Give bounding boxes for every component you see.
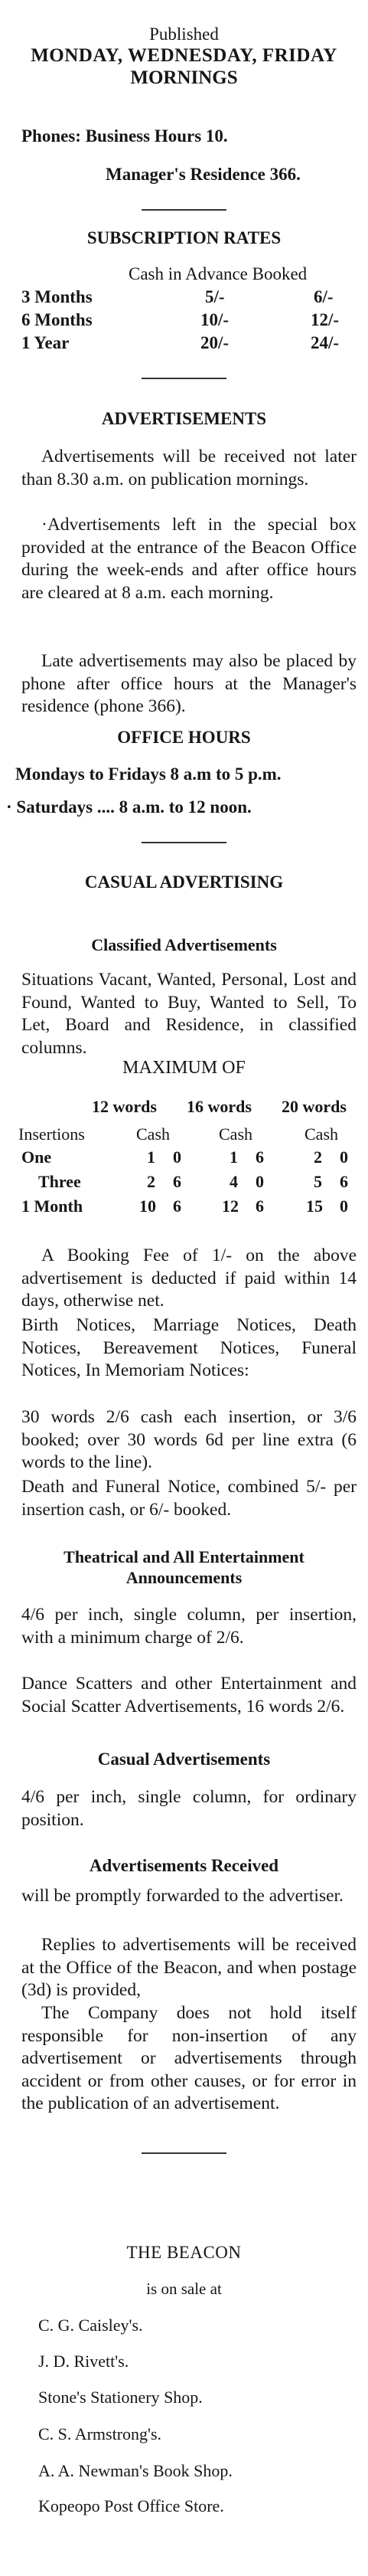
office-hours-heading: OFFICE HOURS: [117, 728, 251, 747]
price-cell: 10: [139, 1196, 156, 1216]
phones-manager: Manager's Residence 366.: [106, 165, 301, 184]
price-cell: 0: [173, 1147, 181, 1167]
price-cell: 0: [256, 1172, 264, 1191]
cash-label: Cash: [304, 1124, 338, 1144]
cash-price: 20/-: [200, 333, 230, 352]
publication-days: MONDAY, WEDNESDAY, FRIDAY: [31, 45, 337, 66]
booking-fee-note: A Booking Fee of 1/- on the above advertisement is deducted if paid within 14 days, otherwise net.: [21, 1245, 357, 1311]
insertions-label: Insertions: [18, 1124, 85, 1144]
phones-business: Phones: Business Hours 10.: [21, 126, 228, 146]
advertisements-heading: ADVERTISEMENTS: [101, 409, 267, 428]
notices-list: Birth Notices, Marriage Notices, Death Notices, Bereavement Notices, Funeral Notices, In Memoriam Notices:: [21, 1315, 357, 1380]
price-cell: 6: [256, 1196, 264, 1216]
words-16-header: 16 words: [187, 1097, 252, 1116]
maximum-label: MAXIMUM OF: [122, 1058, 246, 1078]
office-hours-weekdays: Mondays to Fridays 8 a.m to 5 p.m.: [15, 764, 282, 784]
advertisements-late: Late advertisements may also be placed by phone after office hours at the Manager's residence (phone 366).: [21, 651, 357, 716]
price-cell: 6: [256, 1147, 264, 1167]
price-cell: 6: [340, 1172, 348, 1191]
booked-price: 12/-: [311, 310, 340, 329]
price-cell: 6: [173, 1196, 181, 1216]
publication-time: MORNINGS: [130, 67, 238, 88]
subscription-heading: SUBSCRIPTION RATES: [86, 228, 282, 247]
theatrical-rate: 4/6 per inch, single column, per insertion, with a minimum charge of 2/6.: [21, 1605, 357, 1648]
cash-label: Cash: [219, 1124, 252, 1144]
theatrical-heading-sub: Announcements: [125, 1568, 243, 1587]
beacon-title: THE BEACON: [126, 2243, 242, 2262]
classified-heading: Classified Advertisements: [91, 935, 277, 954]
cash-price: 5/-: [205, 287, 225, 306]
advertisements-weekend-box: ·Advertisements left in the special box provided at the entrance of the Beacon Office during the week-ends and after office hours are cleared at 8 a.m. each morning.: [21, 515, 357, 603]
theatrical-heading: Theatrical and All Entertainment: [64, 1547, 304, 1566]
outlet-item: C. G. Caisley's.: [38, 2316, 143, 2335]
term: 3 Months: [21, 287, 93, 306]
price-cell: 2: [147, 1172, 155, 1191]
words-12-header: 12 words: [92, 1097, 157, 1116]
insertion-label: Three: [38, 1172, 81, 1191]
price-cell: 5: [314, 1172, 322, 1191]
casual-advertising-heading: CASUAL ADVERTISING: [84, 872, 284, 892]
dance-scatters-rate: Dance Scatters and other Entertainment and Social Scatter Advertisements, 16 words 2/6.: [21, 1674, 357, 1717]
outlet-item: Kopeopo Post Office Store.: [38, 2496, 224, 2515]
replies-note: Replies to advertisements will be received at the Office of the Beacon, and when postage (3d) is provided,: [21, 1935, 357, 2000]
price-cell: 12: [222, 1196, 239, 1216]
term: 6 Months: [21, 310, 93, 329]
beacon-sale-label: is on sale at: [146, 2280, 222, 2298]
price-cell: 0: [340, 1147, 348, 1167]
separator: [142, 2152, 226, 2154]
outlet-item: A. A. Newman's Book Shop.: [38, 2461, 233, 2480]
price-cell: 4: [230, 1172, 238, 1191]
office-hours-saturday: · Saturdays .... 8 a.m. to 12 noon.: [6, 797, 252, 817]
casual-ads-heading: Casual Advertisements: [97, 1750, 271, 1769]
notices-rate: 30 words 2/6 cash each insertion, or 3/6 booked; over 30 words 6d per line extra (6 words to the line).: [21, 1407, 357, 1472]
insertion-label: One: [21, 1147, 52, 1167]
cash-label: Cash: [136, 1124, 170, 1144]
separator: [142, 842, 226, 843]
price-cell: 0: [340, 1196, 348, 1216]
price-cell: 1: [230, 1147, 238, 1167]
separator: [142, 378, 226, 379]
outlet-item: J. D. Rivett's.: [38, 2352, 129, 2371]
price-cell: 2: [314, 1147, 322, 1167]
published-label: Published: [149, 25, 219, 44]
death-funeral-rate: Death and Funeral Notice, combined 5/- per insertion cash, or 6/- booked.: [21, 1477, 357, 1520]
separator: [142, 209, 226, 211]
classified-categories: Situations Vacant, Wanted, Personal, Lost and Found, Wanted to Buy, Wanted to Sell, To Let, Board and Residence, in classified columns.: [21, 970, 357, 1058]
received-heading: Advertisements Received: [89, 1856, 279, 1875]
cash-price: 10/-: [200, 310, 230, 329]
term: 1 Year: [21, 333, 70, 352]
outlet-item: C. S. Armstrong's.: [38, 2424, 162, 2443]
advertisements-deadline: Advertisements will be received not later than 8.30 a.m. on publication mornings.: [21, 447, 357, 489]
price-cell: 1: [147, 1147, 155, 1167]
booked-price: 24/-: [311, 333, 340, 352]
insertion-label: 1 Month: [21, 1196, 83, 1216]
outlet-item: Stone's Stationery Shop.: [38, 2388, 203, 2407]
subscription-header-text: Cash in Advance Booked: [129, 264, 308, 283]
price-cell: 15: [306, 1196, 323, 1216]
booked-price: 6/-: [314, 287, 334, 306]
words-20-header: 20 words: [282, 1097, 347, 1116]
casual-ads-rate: 4/6 per inch, single column, for ordinary position.: [21, 1787, 357, 1830]
price-cell: 6: [173, 1172, 181, 1191]
company-disclaimer: The Company does not hold itself responsible for non-insertion of any advertisement or advertisements through accident or from other causes, or for error in the publication of an advertisement.: [21, 2003, 357, 2113]
received-text: will be promptly forwarded to the advertiser.: [21, 1886, 344, 1906]
